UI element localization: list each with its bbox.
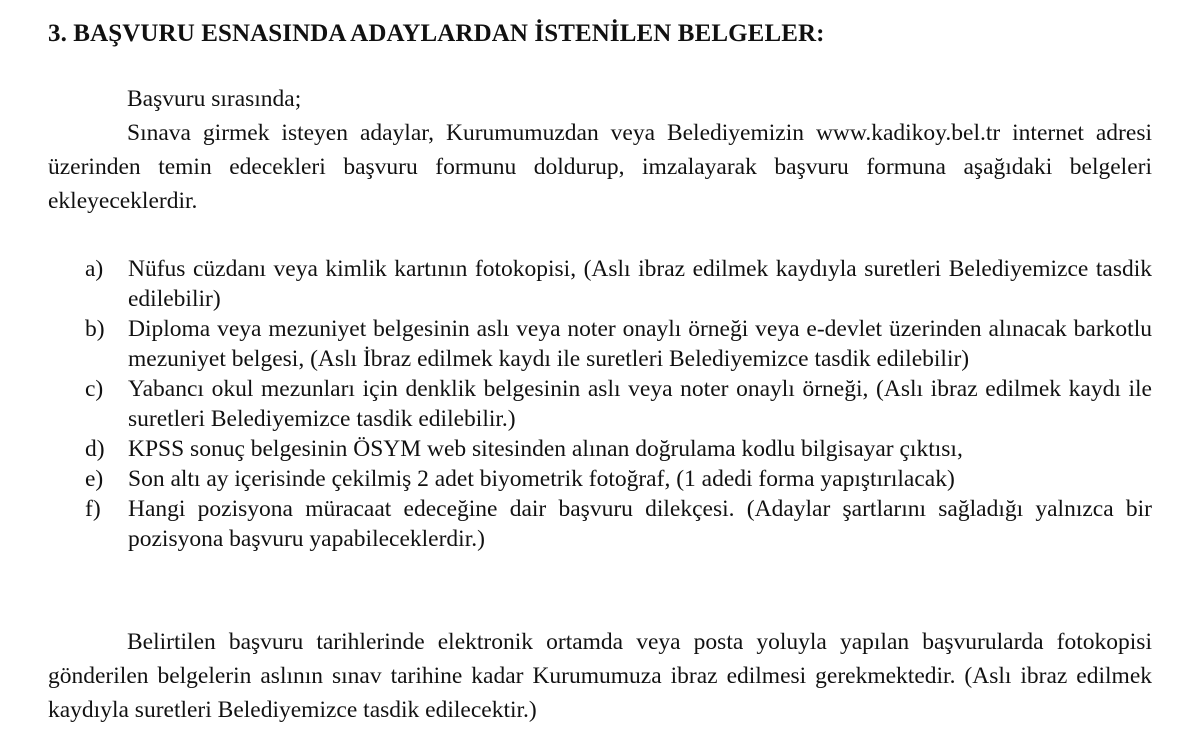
list-item-text: Son altı ay içerisinde çekilmiş 2 adet biyometrik fotoğraf, (1 adedi forma yapıştırılacak) <box>128 466 955 492</box>
list-item-a <box>85 254 1152 314</box>
list-marker: a) <box>85 256 104 282</box>
list-item-text: KPSS sonuç belgesinin ÖSYM web sitesinden alınan doğrulama kodlu bilgisayar çıktısı, <box>128 436 963 462</box>
list-marker: e) <box>85 466 104 492</box>
closing-paragraph: Belirtilen başvuru tarihlerinde elektronik ortamda veya posta yoluyla yapılan başvurularda fotokopisi gönderilen belgelerin aslının sınav tarihine kadar Kurumumuza ibraz edilmesi gerekmektedir. (Aslı ibraz edilmek kaydıyla suretleri Belediyemizce tasdik edilecektir.) <box>48 629 1152 723</box>
required-documents-list <box>85 254 1152 554</box>
intro-lead-line: Başvuru sırasında; <box>127 86 302 112</box>
list-marker: c) <box>85 376 104 402</box>
list-item-d <box>85 434 1152 464</box>
list-item-text: Diploma veya mezuniyet belgesinin aslı veya noter onaylı örneği veya e-devlet üzerinden alınacak barkotlu mezuniyet belgesi, (Aslı İbraz edilmek kaydı ile suretleri Belediyemizce tasdik edilebilir) <box>128 316 1152 372</box>
list-item-c <box>85 374 1152 434</box>
list-item-text: Nüfus cüzdanı veya kimlik kartının fotokopisi, (Aslı ibraz edilmek kaydıyla suretleri Belediyemizce tasdik edilebilir) <box>128 256 1152 312</box>
list-marker: f) <box>85 496 101 522</box>
intro-paragraph <box>48 82 1152 218</box>
list-item-f <box>85 494 1152 554</box>
list-item-text: Hangi pozisyona müracaat edeceğine dair başvuru dilekçesi. (Adaylar şartlarını sağladığı yalnızca bir pozisyona başvuru yapabileceklerdir.) <box>128 496 1152 552</box>
list-marker: d) <box>85 436 105 462</box>
list-item-e <box>85 464 1152 494</box>
list-item-b <box>85 314 1152 374</box>
section-heading: 3. BAŞVURU ESNASINDA ADAYLARDAN İSTENİLEN BELGELER: <box>48 20 825 47</box>
list-item-text: Yabancı okul mezunları için denklik belgesinin aslı veya noter onaylı örneği, (Aslı ibraz edilmek kaydı ile suretleri Belediyemizce tasdik edilebilir.) <box>128 376 1152 432</box>
intro-body: Sınava girmek isteyen adaylar, Kurumumuzdan veya Belediyemizin www.kadikoy.bel.tr internet adresi üzerinden temin edecekleri başvuru formunu doldurup, imzalayarak başvuru formuna aşağıdaki belgeleri ekleyeceklerdir. <box>48 120 1152 214</box>
list-marker: b) <box>85 316 105 342</box>
